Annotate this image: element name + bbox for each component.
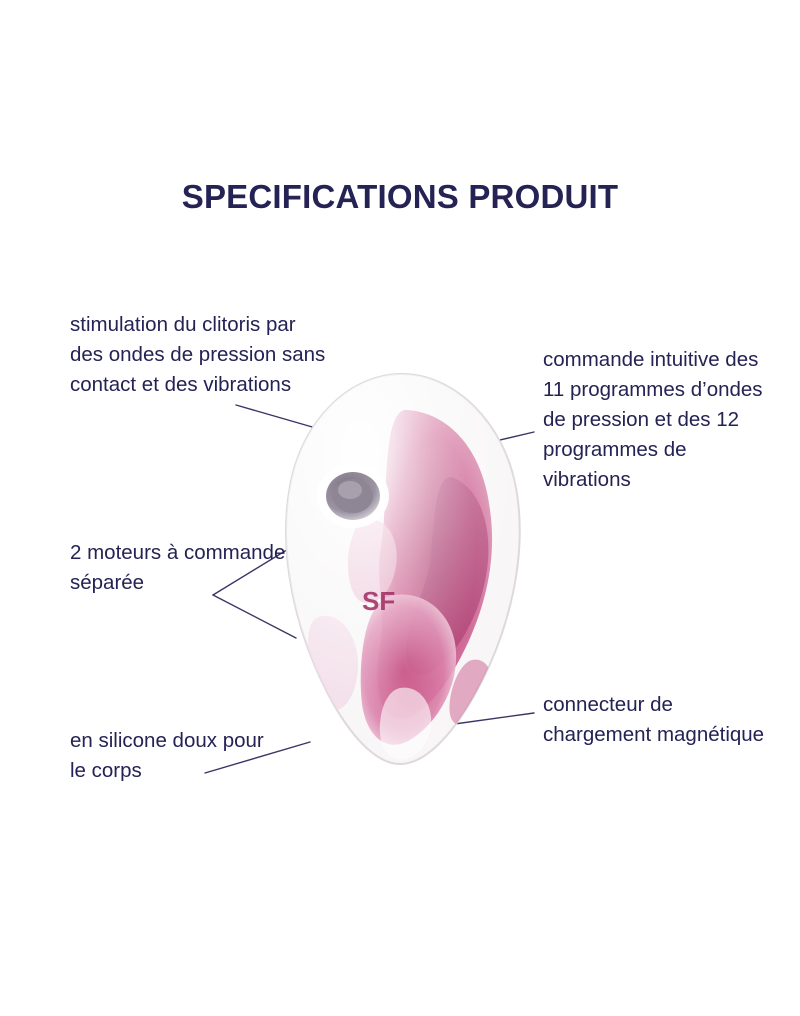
page-title: SPECIFICATIONS PRODUIT xyxy=(181,178,619,215)
callout-silicone: en silicone doux pour le corps xyxy=(70,729,264,782)
callout-stimulation: stimulation du clitoris par des ondes de pression sans contact et des vibrations xyxy=(70,313,326,396)
product-pattern xyxy=(286,374,520,764)
callout-connector: connecteur de chargement magnétique xyxy=(543,693,765,746)
product-logo: SF xyxy=(362,586,396,616)
product-image xyxy=(258,370,546,770)
callout-motors: 2 moteurs à commande séparée xyxy=(70,541,286,594)
pressure-wave-opening xyxy=(317,464,389,528)
callout-programs: commande intuitive des 11 programmes d’ondes de pression et des 12 programmes de vibrations xyxy=(543,348,763,491)
